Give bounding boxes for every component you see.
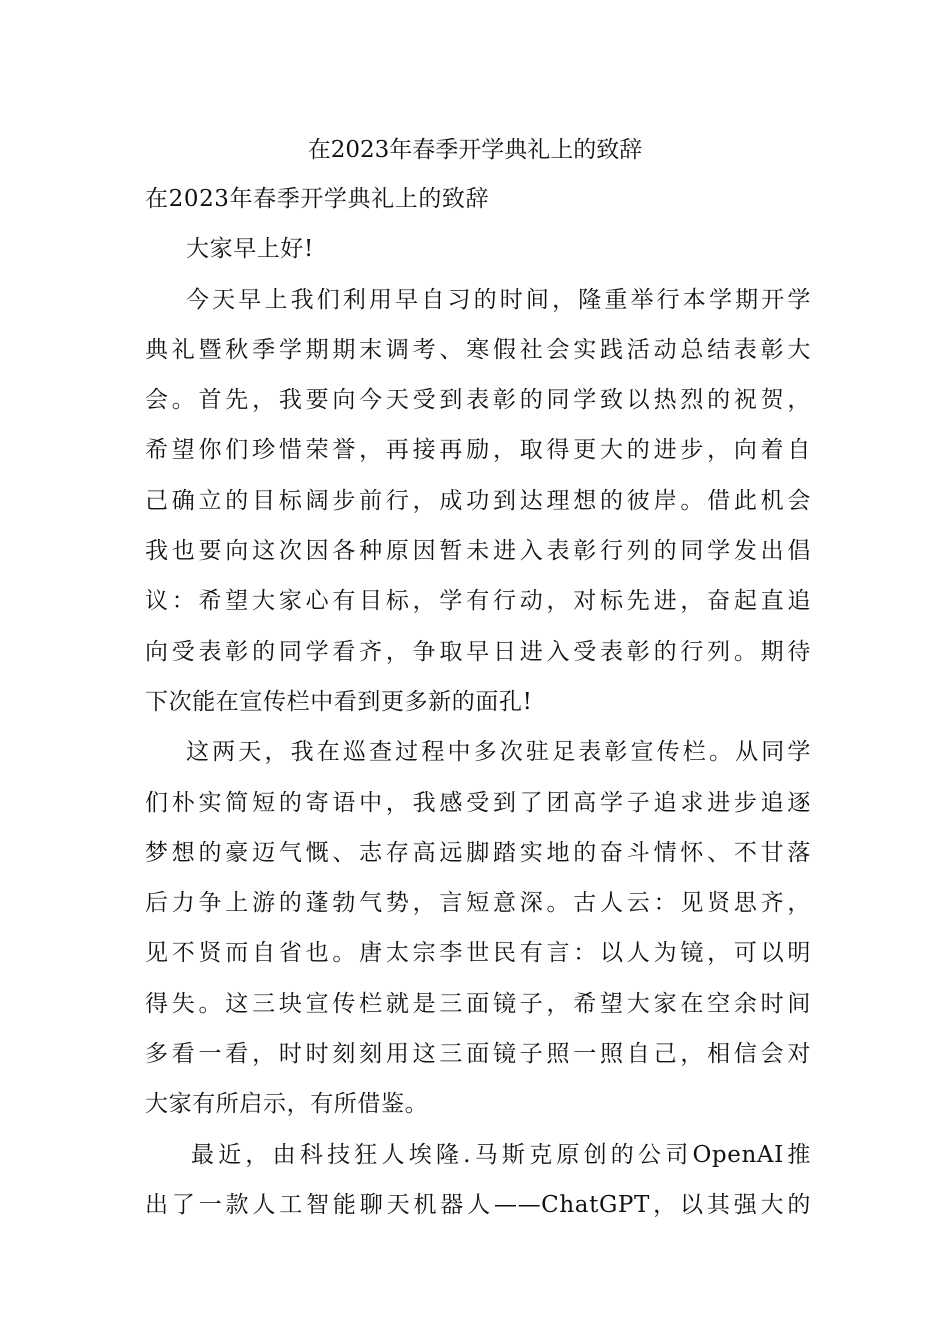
text-line: 多看一看，时时刻刻用这三面镜子照一照自己，相信会对 bbox=[145, 1041, 811, 1068]
paragraph-1 bbox=[145, 282, 811, 735]
text-line: 最近，由科技狂人埃隆.马斯克原创的公司OpenAI推 bbox=[191, 1141, 811, 1168]
text-line: 大家有所启示，有所借鉴。 bbox=[145, 1091, 429, 1118]
text-line: 这两天，我在巡查过程中多次驻足表彰宣传栏。从同学 bbox=[186, 739, 811, 766]
text-line: 下次能在宣传栏中看到更多新的面孔! bbox=[145, 688, 533, 715]
text-line: 后力争上游的蓬勃气势，言短意深。古人云：见贤思齐， bbox=[145, 890, 811, 917]
text-line: 今天早上我们利用早自习的时间，隆重举行本学期开学 bbox=[186, 286, 811, 313]
text-line: 会。首先，我要向今天受到表彰的同学致以热烈的祝贺， bbox=[145, 387, 811, 414]
text-line: 典礼暨秋季学期期末调考、寒假社会实践活动总结表彰大 bbox=[145, 336, 811, 363]
document-body bbox=[145, 181, 811, 1237]
greeting-line: 大家早上好! bbox=[186, 236, 314, 263]
text-line: 见不贤而自省也。唐太宗李世民有言：以人为镜，可以明 bbox=[145, 940, 811, 967]
document-title: 在2023年春季开学典礼上的致辞 bbox=[307, 137, 643, 163]
text-line: 希望你们珍惜荣誉，再接再励，取得更大的进步，向着自 bbox=[145, 437, 811, 464]
text-line: 出了一款人工智能聊天机器人——ChatGPT，以其强大的 bbox=[145, 1191, 811, 1218]
text-line: 议：希望大家心有目标，学有行动，对标先进，奋起直追 bbox=[145, 588, 811, 615]
text-line: 得失。这三块宣传栏就是三面镜子，希望大家在空余时间 bbox=[145, 990, 811, 1017]
paragraph-2 bbox=[145, 734, 811, 1136]
text-line: 向受表彰的同学看齐，争取早日进入受表彰的行列。期待 bbox=[145, 638, 811, 665]
text-line: 梦想的豪迈气慨、志存高远脚踏实地的奋斗情怀、不甘落 bbox=[145, 839, 811, 866]
text-line: 我也要向这次因各种原因暂未进入表彰行列的同学发出倡 bbox=[145, 538, 811, 565]
text-line: 己确立的目标阔步前行，成功到达理想的彼岸。借此机会 bbox=[145, 487, 811, 514]
document-subtitle: 在2023年春季开学典礼上的致辞 bbox=[145, 186, 490, 212]
paragraph-3 bbox=[145, 1137, 811, 1238]
text-line: 们朴实简短的寄语中，我感受到了团高学子追求进步追逐 bbox=[145, 789, 811, 816]
